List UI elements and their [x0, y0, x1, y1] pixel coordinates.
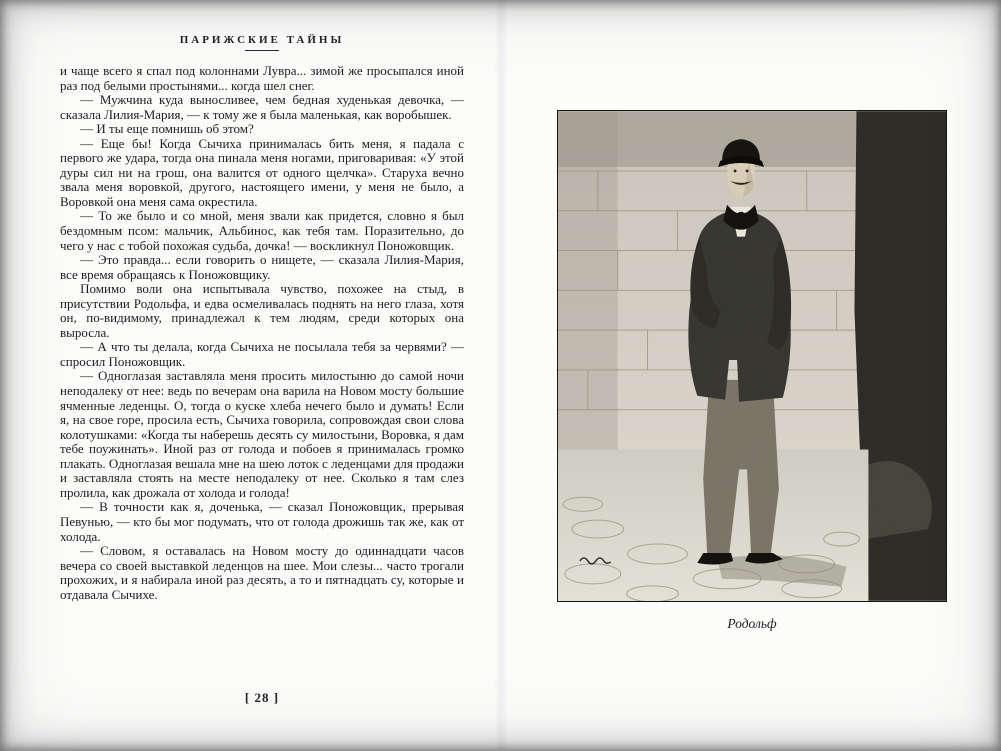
paragraph: — Это правда... если говорить о нищете, — сказала Лилия-Мария, все время обращаясь к Поножовщику.: [60, 252, 464, 282]
paragraph: — То же было и со мной, меня звали как придется, словно я был бездомным псом: мальчик, Альбинос, как тебя там. Поразительно, до чего у нас с тобой похожая судьба, дочка! — воскликнул Поножовщик.: [60, 208, 464, 253]
paragraph: — Мужчина куда выносливее, чем бедная худенькая девочка, — сказала Лилия-Мария, — к тому же я была маленькая, как воробышек.: [60, 92, 464, 122]
illustration-caption: Родольф: [727, 616, 777, 631]
text-column: [60, 64, 464, 602]
paragraph: — А что ты делала, когда Сычиха не посылала тебя за червями? — спросил Поножовщик.: [60, 339, 464, 369]
page-gutter: [494, 0, 508, 751]
page-number: [ 28 ]: [244, 690, 280, 705]
paragraph: — Словом, я оставалась на Новом мосту до одиннадцати часов вечера со своей выставкой леденцов на шее. Мои слезы... часто трогали прохожих, и я набирала иной раз десять, а то и пятнадцать су, которые и отдавала Сычихе.: [60, 543, 464, 602]
paragraph: — И ты еще помнишь об этом?: [80, 121, 254, 137]
paragraph: Помимо воли она испытывала чувство, похожее на стыд, в присутствии Родольфа, и едва осмеливалась поднять на него глаза, хотя он, по-видимому, принадлежал к тем людям, среди которых она выросла.: [60, 281, 464, 340]
left-page: [60, 28, 464, 722]
paragraph: — В точности как я, доченька, — сказал Поножовщик, прерывая Певунью, — кто бы мог подумать, что от голода дрожишь так же, как от холода.: [60, 499, 464, 544]
paragraph: — Одноглазая заставляла меня просить милостыню до самой ночи неподалеку от нее: ведь по вечерам она варила на Новом мосту большие ячменные леденцы. О, тогда о куске хлеба нечего было и думать! Если я, на свое горе, просила есть, Сычиха говорила, сопровождая свои слова колотушками: «Когда ты наберешь десять су милостыни, Воровка, я дам тебе поужинать». Иной раз от голода и побоев я принималась громко плакать. Одноглазая вешала мне на шею лоток с леденцами для продажи и заставляла стоять на месте неподалеку от нее. Сколько я там слез пролила, как дрожала от холода и голода!: [60, 368, 464, 500]
running-head-rule: [245, 50, 279, 51]
engraving-image: [558, 111, 946, 601]
rodolphe-illustration: [557, 110, 947, 602]
paragraph: и чаще всего я спал под колоннами Лувра... зимой же просыпался иной раз под белыми простынями... когда шел снег.: [60, 63, 464, 93]
paragraph: — Еще бы! Когда Сычиха принималась бить меня, я падала с первого же удара, тогда она пинала меня ногами, приговаривая: «У этой дуры сил ни на грош, она валится от одного щелчка». Старуха вечно звала меня воровкой, другого, настоящего имени, у меня не было, а Воровкой она меня сама окрестила.: [60, 135, 464, 209]
right-page: [512, 28, 972, 722]
running-head: ПАРИЖСКИЕ ТАЙНЫ: [179, 34, 345, 46]
